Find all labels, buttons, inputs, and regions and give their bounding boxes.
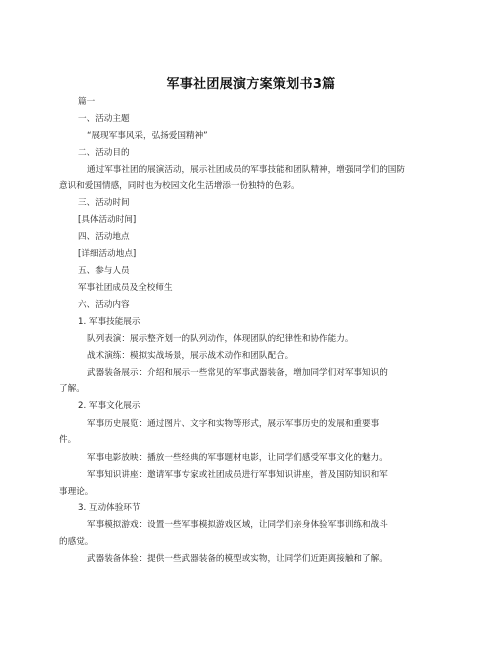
- paragraph-line: 事理论。: [59, 487, 94, 497]
- paragraph-line: [详细活动地点]: [78, 249, 137, 259]
- paragraph-line: 军事历史展览：通过图片、文字和实物等形式，展示军事历史的发展和重要事: [87, 419, 380, 429]
- paragraph-line: 战术演练：模拟实战场景，展示战术动作和团队配合。: [87, 351, 294, 361]
- paragraph-line: 的感觉。: [59, 537, 94, 547]
- paragraph-line: “展现军事风采，弘扬爱国精神”: [87, 131, 208, 141]
- section-heading: 二、活动目的: [78, 148, 130, 158]
- subsection-heading: 3. 互动体验环节: [78, 503, 141, 513]
- document-title: 军事社团展演方案策划书3篇: [166, 77, 336, 92]
- section-heading: 六、活动内容: [78, 300, 130, 310]
- paragraph-line: 武器装备体验：提供一些武器装备的模型或实物，让同学们近距离接触和了解。: [87, 554, 388, 564]
- paragraph-line: 军事知识讲座：邀请军事专家或社团成员进行军事知识讲座，普及国防知识和军: [87, 470, 388, 480]
- paragraph-line: 了解。: [59, 384, 85, 394]
- subsection-heading: 1. 军事技能展示: [78, 317, 141, 327]
- subsection-heading: 2. 军事文化展示: [78, 401, 141, 411]
- paragraph-line: 队列表演：展示整齐划一的队列动作，体现团队的纪律性和协作能力。: [87, 334, 354, 344]
- paragraph-line: 通过军事社团的展演活动，展示社团成员的军事技能和团队精神，增强同学们的国防: [87, 165, 405, 175]
- paragraph-line: 军事电影放映：播放一些经典的军事题材电影，让同学们感受军事文化的魅力。: [87, 453, 388, 463]
- section-heading: 三、活动时间: [78, 198, 130, 208]
- chapter-heading: 篇一: [78, 97, 96, 107]
- paragraph-line: 武器装备展示：介绍和展示一些常见的军事武器装备，增加同学们对军事知识的: [87, 368, 388, 378]
- paragraph-line: [具体活动时间]: [78, 215, 137, 225]
- section-heading: 四、活动地点: [78, 232, 130, 242]
- section-heading: 一、活动主题: [78, 114, 130, 124]
- paragraph-line: 意识和爱国情感，同时也为校园文化生活增添一份独特的色彩。: [59, 181, 300, 191]
- paragraph-line: 军事社团成员及全校师生: [78, 283, 173, 293]
- section-heading: 五、参与人员: [78, 266, 130, 276]
- paragraph-line: 件。: [59, 435, 77, 445]
- paragraph-line: 军事模拟游戏：设置一些军事模拟游戏区域，让同学们亲身体验军事训练和战斗: [87, 520, 388, 530]
